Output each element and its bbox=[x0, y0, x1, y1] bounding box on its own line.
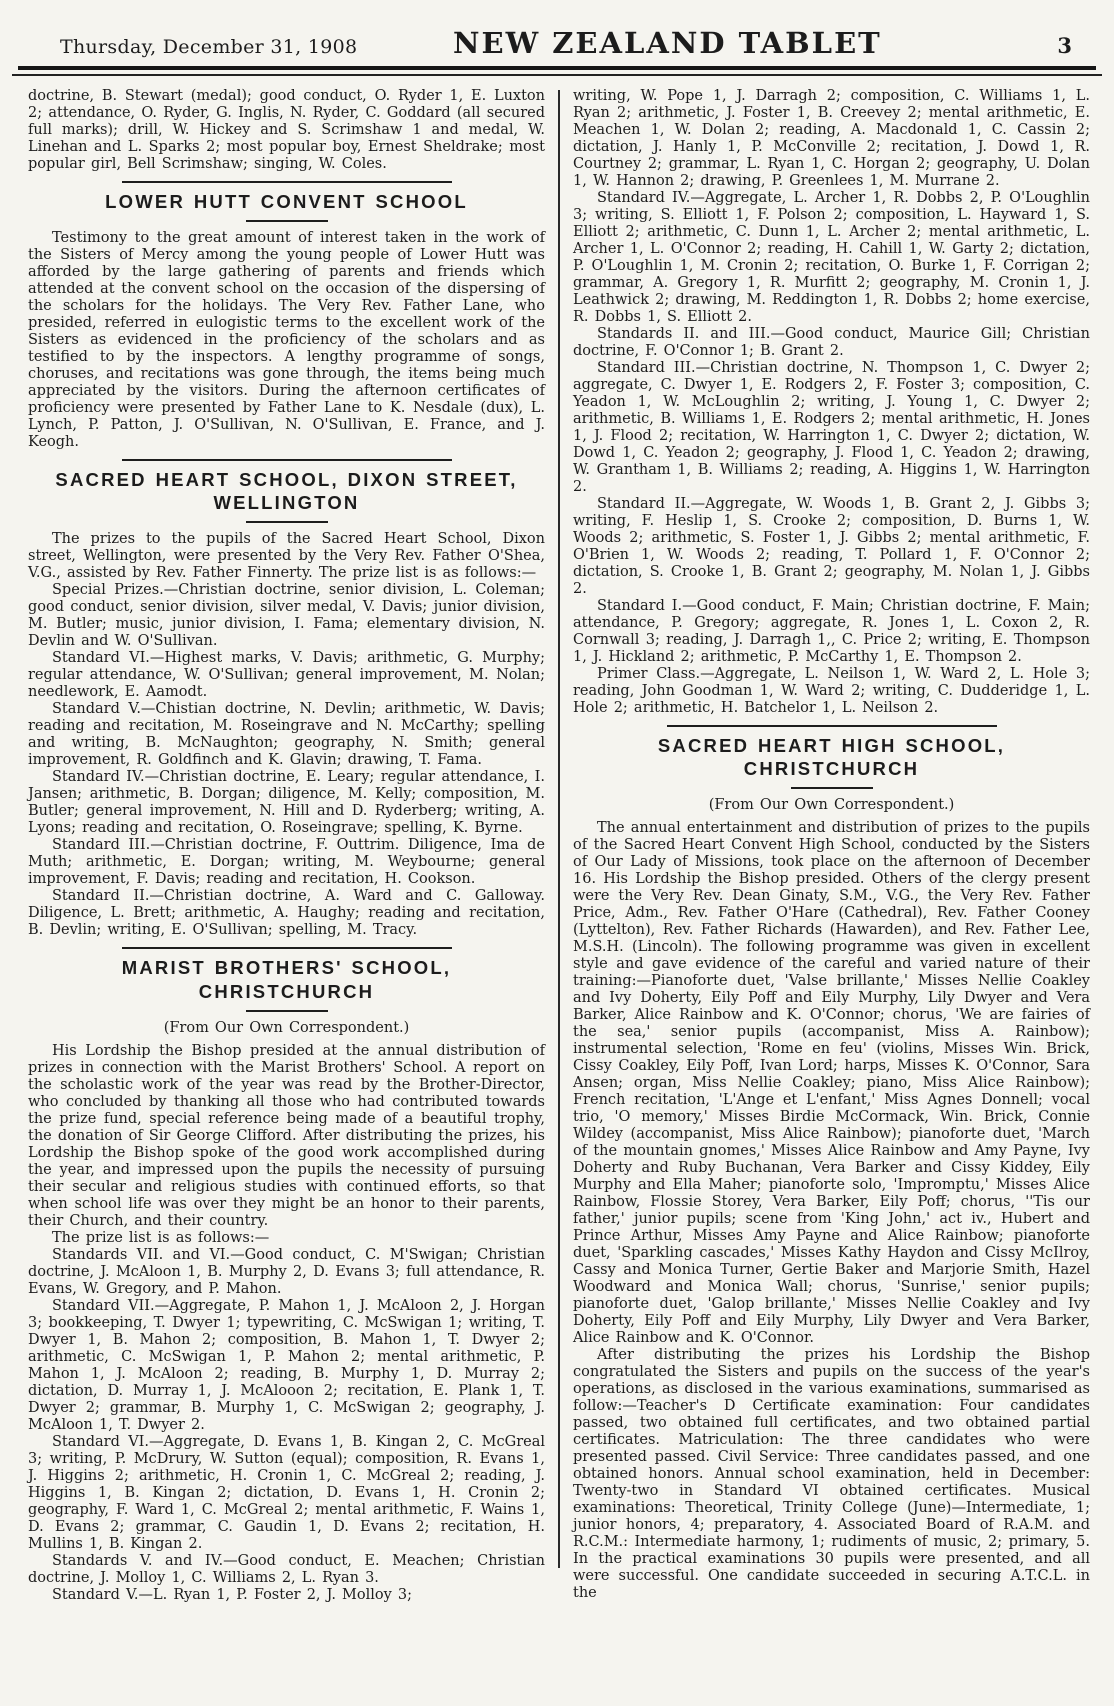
section-title-sacred-heart-wellington: SACRED HEART SCHOOL, DIXON STREET, WELLINGTON bbox=[55, 469, 518, 514]
paragraph: Special Prizes.—Christian doctrine, senior division, L. Coleman; good conduct, senior division, silver medal, V. Davis; junior division, M. Butler; music, junior division, I. Fama; elementary division, N. Devlin and W. O'Sullivan. bbox=[28, 582, 545, 650]
masthead-title: NEW ZEALAND TABLET bbox=[452, 26, 882, 60]
page-number: 3 bbox=[1057, 33, 1072, 58]
section-divider bbox=[122, 459, 452, 461]
section-divider bbox=[122, 181, 452, 183]
continuation-paragraph: doctrine, B. Stewart (medal); good conduct, O. Ryder 1, E. Luxton 2; attendance, O. Ryder, G. Inglis, N. Ryder, C. Goddard (all secured full marks); drill, W. Hickey and S. Scrimshaw 1 and medal, W. Linehan and L. Sparks 2; most popular boy, Ernest Sheldrake; most popular girl, Bell Scrimshaw; singing, W. Coles. bbox=[28, 88, 545, 172]
paragraph: His Lordship the Bishop presided at the annual distribution of prizes in connection with the Marist Brothers' School. A report on the scholastic work of the year was read by the Brother-Director, who concluded by thanking all those who had contributed towards the prize fund, special reference being made of a beautiful trophy, the donation of Sir George Clifford. After distributing the prizes, his Lordship the Bishop spoke of the good work accomplished during the year, and impressed upon the pupils the necessity of pursuing their secular and religious studies with continued efforts, so that when school life was over they might be an honor to their parents, their Church, and their country. bbox=[28, 1042, 545, 1229]
left-column bbox=[28, 88, 545, 1604]
paragraph: Standards VII. and VI.—Good conduct, C. M'Swigan; Christian doctrine, J. McAloon 1, B. Murphy 2, D. Evans 3; full attendance, R. Evans, W. Gregory, and P. Mahon. bbox=[28, 1246, 545, 1297]
paragraph: Standard II.—Aggregate, W. Woods 1, B. Grant 2, J. Gibbs 3; writing, F. Heslip 1, S. Crooke 2; composition, D. Burns 1, W. Woods 2; arithmetic, S. Foster 1, J. Gibbs 2; mental arithmetic, F. O'Brien 1, W. Woods 2; reading, T. Pollard 1, F. O'Connor 2; dictation, S. Crooke 1, B. Grant 2; geography, M. Nolan 1, J. Gibbs 2. bbox=[573, 496, 1090, 597]
issue-date: Thursday, December 31, 1908 bbox=[60, 36, 358, 58]
section-title-sacred-heart-high: SACRED HEART HIGH SCHOOL, CHRISTCHURCH bbox=[657, 735, 1006, 780]
article-columns bbox=[0, 76, 1114, 1604]
paragraph: Primer Class.—Aggregate, L. Neilson 1, W. Ward 2, L. Hole 3; reading, John Goodman 1, W. Ward 2; writing, C. Dudderidge 1, L. Hole 2; arithmetic, H. Batchelor 1, L. Neilson 2. bbox=[573, 666, 1090, 716]
section-divider bbox=[122, 947, 452, 949]
paragraph: After distributing the prizes his Lordship the Bishop congratulated the Sisters and pupils on the success of the year's operations, as disclosed in the various examinations, summarised as follow:—Teacher's D Certificate examination: Four candidates passed, two obtained full certificates, and two obtained partial certificates. Matriculation: The three candidates who were presented passed. Civil Service: Three candidates passed, and one obtained honors. Annual school examination, held in December: Twenty-two in Standard VI obtained certificates. Musical examinations: Theoretical, Trinity College (June)—Intermediate, 1; junior honors, 4; preparatory, 4. Associated Board of R.A.M. and R.C.M.: Intermediate harmony, 1; rudiments of music, 2; primary, 5. In the practical examinations 30 pupils were presented, and all were successful. One candidate succeeded in securing A.T.C.L. in the bbox=[573, 1347, 1090, 1602]
section-title-marist-brothers: MARIST BROTHERS' SCHOOL, CHRISTCHURCH bbox=[121, 957, 452, 1002]
masthead bbox=[0, 0, 1114, 60]
paragraph: Standards II. and III.—Good conduct, Maurice Gill; Christian doctrine, F. O'Connor 1; B. Grant 2. bbox=[573, 326, 1090, 359]
heading-underline bbox=[246, 1010, 328, 1012]
paragraph: Standard VII.—Aggregate, P. Mahon 1, J. McAloon 2, J. Horgan 3; bookkeeping, T. Dwyer 1; typewriting, C. McSwigan 1; writing, T. Dwyer 1, B. Mahon 2; composition, B. Mahon 1, T. Dwyer 2; arithmetic, C. McSwigan 1, P. Mahon 2; mental arithmetic, P. Mahon 1, J. McAloon 2; reading, B. Murphy 1, D. Murray 2; dictation, D. Murray 1, J. McAlooon 2; recitation, E. Plank 1, T. Dwyer 2; grammar, B. Murphy 1, C. McSwigan 2; geography, J. McAloon 1, T. Dwyer 2. bbox=[28, 1297, 545, 1433]
paragraph: Standard II.—Christian doctrine, A. Ward and C. Galloway. Diligence, L. Brett; arithmetic, A. Haughy; reading and recitation, B. Devlin; writing, E. O'Sullivan; spelling, M. Tracy. bbox=[28, 888, 545, 939]
paragraph: Standard V.—Chistian doctrine, N. Devlin; arithmetic, W. Davis; reading and recitation, M. Roseingrave and N. McCarthy; spelling and writing, B. McNaughton; geography, N. Smith; general improvement, R. Goldfinch and K. Glavin; drawing, T. Fama. bbox=[28, 701, 545, 769]
paragraph: Standard IV.—Aggregate, L. Archer 1, R. Dobbs 2, P. O'Loughlin 3; writing, S. Elliott 1, F. Polson 2; composition, L. Hayward 1, S. Elliott 2; arithmetic, C. Dunn 1, L. Archer 2; mental arithmetic, L. Archer 1, L. O'Connor 2; reading, H. Cahill 1, W. Garty 2; dictation, P. O'Loughlin 1, M. Cronin 2; recitation, O. Burke 1, F. Corrigan 2; grammar, A. Gregory 1, R. Murfitt 2; geography, M. Cronin 1, J. Leathwick 2; drawing, M. Reddington 1, R. Dobbs 2; home exercise, R. Dobbs 1, S. Elliott 2. bbox=[573, 190, 1090, 325]
column-divider-rule bbox=[558, 90, 560, 1568]
heading-underline bbox=[246, 220, 328, 222]
heading-underline bbox=[791, 787, 873, 789]
section-divider bbox=[667, 725, 997, 727]
heading-underline bbox=[246, 521, 328, 523]
paragraph: Standard VI.—Aggregate, D. Evans 1, B. Kingan 2, C. McGreal 3; writing, P. McDrury, W. Sutton (equal); composition, R. Evans 1, J. Higgins 2; arithmetic, H. Cronin 1, C. McGreal 2; reading, J. Higgins 1, B. Kingan 2; dictation, D. Evans 1, H. Cronin 2; geography, F. Ward 1, C. McGreal 2; mental arithmetic, F. Wains 1, D. Evans 2; grammar, C. Gaudin 1, D. Evans 2; recitation, H. Mullins 1, B. Kingan 2. bbox=[28, 1433, 545, 1552]
paragraph: Standard III.—Christian doctrine, F. Outtrim. Diligence, Ima de Muth; arithmetic, E. Dorgan; writing, M. Weybourne; general improvement, F. Davis; reading and recitation, H. Cookson. bbox=[28, 837, 545, 888]
paragraph: Testimony to the great amount of interest taken in the work of the Sisters of Mercy among the young people of Lower Hutt was afforded by the large gathering of parents and friends which attended at the convent school on the occasion of the dispersing of the scholars for the holidays. The Very Rev. Father Lane, who presided, referred in eulogistic terms to the excellent work of the Sisters as evidenced in the proficiency of the scholars and as testified to by the inspectors. A lengthy programme of songs, choruses, and recitations was gone through, the items being much appreciated by the visitors. During the afternoon certificates of proficiency were presented by Father Lane to K. Nesdale (dux), L. Lynch, P. Patton, J. O'Sullivan, N. O'Sullivan, E. France, and J. Keogh. bbox=[28, 230, 545, 451]
correspondent-byline: (From Our Own Correspondent.) bbox=[163, 1019, 410, 1036]
header-rule-top bbox=[18, 66, 1096, 70]
paragraph: The prizes to the pupils of the Sacred Heart School, Dixon street, Wellington, were presented by the Very Rev. Father O'Shea, V.G., assisted by Rev. Father Finnerty. The prize list is as follows:— bbox=[28, 531, 545, 582]
paragraph: Standard VI.—Highest marks, V. Davis; arithmetic, G. Murphy; regular attendance, W. O'Sullivan; general improvement, M. Nolan; needlework, E. Aamodt. bbox=[28, 650, 545, 701]
paragraph: Standard I.—Good conduct, F. Main; Christian doctrine, F. Main; attendance, P. Gregory; aggregate, R. Jones 1, L. Coxon 2, R. Cornwall 3; reading, J. Darragh 1,, C. Price 2; writing, E. Thompson 1, J. Hickland 2; arithmetic, P. McCarthy 1, E. Thompson 2. bbox=[573, 598, 1090, 665]
continuation-paragraph: writing, W. Pope 1, J. Darragh 2; composition, C. Williams 1, L. Ryan 2; arithmetic, J. Foster 1, B. Creevey 2; mental arithmetic, E. Meachen 1, W. Dolan 2; reading, A. Macdonald 1, C. Cassin 2; dictation, J. Hanly 1, P. McConville 2; recitation, J. Dowd 1, R. Courtney 2; grammar, L. Ryan 1, C. Horgan 2; geography, U. Dolan 1, W. Hannon 2; drawing, P. Greenlees 1, M. Murrane 2. bbox=[573, 88, 1090, 189]
paragraph: Standards V. and IV.—Good conduct, E. Meachen; Christian doctrine, J. Molloy 1, C. Williams 2, L. Ryan 3. bbox=[28, 1552, 545, 1586]
paragraph: The annual entertainment and distribution of prizes to the pupils of the Sacred Heart Convent High School, conducted by the Sisters of Our Lady of Missions, took place on the afternoon of December 16. His Lordship the Bishop presided. Others of the clergy present were the Very Rev. Dean Ginaty, S.M., V.G., the Very Rev. Father Price, Adm., Rev. Father O'Hare (Cathedral), Rev. Father Cooney (Lyttelton), Rev. Father Richards (Hawarden), and Rev. Father Lee, M.S.H. (Lincoln). The following programme was given in excellent style and gave evidence of the careful and varied nature of their training:—Pianoforte duet, 'Valse brillante,' Misses Nellie Coakley and Ivy Doherty, Eily Poff and Eily Murphy, Lily Dwyer and Vera Barker, Alice Rainbow and K. O'Connor; chorus, 'We are fairies of the sea,' senior pupils (accompanist, Miss A. Rainbow); instrumental selection, 'Rome en feu' (violins, Misses Win. Brick, Cissy Coakley, Eily Poff, Ivan Lord; harps, Misses K. O'Connor, Sara Ansen; organ, Miss Nellie Coakley; piano, Miss Alice Rainbow); French recitation, 'L'Ange et L'enfant,' Miss Agnes Donnell; vocal trio, 'O memory,' Misses Birdie McCormack, Win. Brick, Connie Wildey (accompanist, Miss Alice Rainbow); pianoforte duet, 'March of the mountain gnomes,' Misses Alice Rainbow and Amy Payne, Ivy Doherty and Ruby Buchanan, Vera Barker and Cissy Kiddey, Eily Murphy and Ella Maher; pianoforte solo, 'Impromptu,' Misses Alice Rainbow, Flossie Storey, Vera Barker, Eily Poff; chorus, ''Tis our father,' junior pupils; scene from 'King John,' act iv., Hubert and Prince Arthur, Misses Amy Payne and Alice Rainbow; pianoforte duet, 'Sparkling cascades,' Misses Kathy Haydon and Cissy McIlroy, Cassy and Monica Turner, Gertie Baker and Marjorie Smith, Hazel Woodward and Monica Wall; chorus, 'Sunrise,' senior pupils; pianoforte duet, 'Galop brillante,' Misses Nellie Coakley and Ivy Doherty, Eily Poff and Eily Murphy, Lily Dwyer and Vera Barker, Alice Rainbow and K. O'Connor. bbox=[573, 820, 1090, 1347]
paragraph: The prize list is as follows:— bbox=[52, 1229, 270, 1246]
section-title-lower-hutt: LOWER HUTT CONVENT SCHOOL bbox=[105, 191, 468, 212]
correspondent-byline: (From Our Own Correspondent.) bbox=[708, 797, 955, 814]
paragraph: Standard III.—Christian doctrine, N. Thompson 1, C. Dwyer 2; aggregate, C. Dwyer 1, E. Rodgers 2, F. Foster 3; composition, C. Yeadon 1, W. McLoughlin 2; writing, J. Young 1, C. Dwyer 2; arithmetic, B. Williams 1, E. Rodgers 2; mental arithmetic, H. Jones 1, J. Flood 2; recitation, W. Harrington 1, C. Dwyer 2; dictation, W. Dowd 1, C. Yeadon 2; geography, J. Flood 1, C. Yeadon 2; drawing, W. Grantham 1, B. Williams 2; reading, A. Higgins 1, W. Harrington 2. bbox=[573, 360, 1090, 495]
paragraph: Standard IV.—Christian doctrine, E. Leary; regular attendance, I. Jansen; arithmetic, B. Dorgan; diligence, M. Kelly; composition, M. Butler; general improvement, N. Hill and D. Ryderberg; writing, A. Lyons; reading and recitation, O. Roseingrave; spelling, K. Byrne. bbox=[28, 769, 545, 837]
right-column bbox=[573, 88, 1090, 1604]
paragraph: Standard V.—L. Ryan 1, P. Foster 2, J. Molloy 3; bbox=[52, 1586, 413, 1603]
